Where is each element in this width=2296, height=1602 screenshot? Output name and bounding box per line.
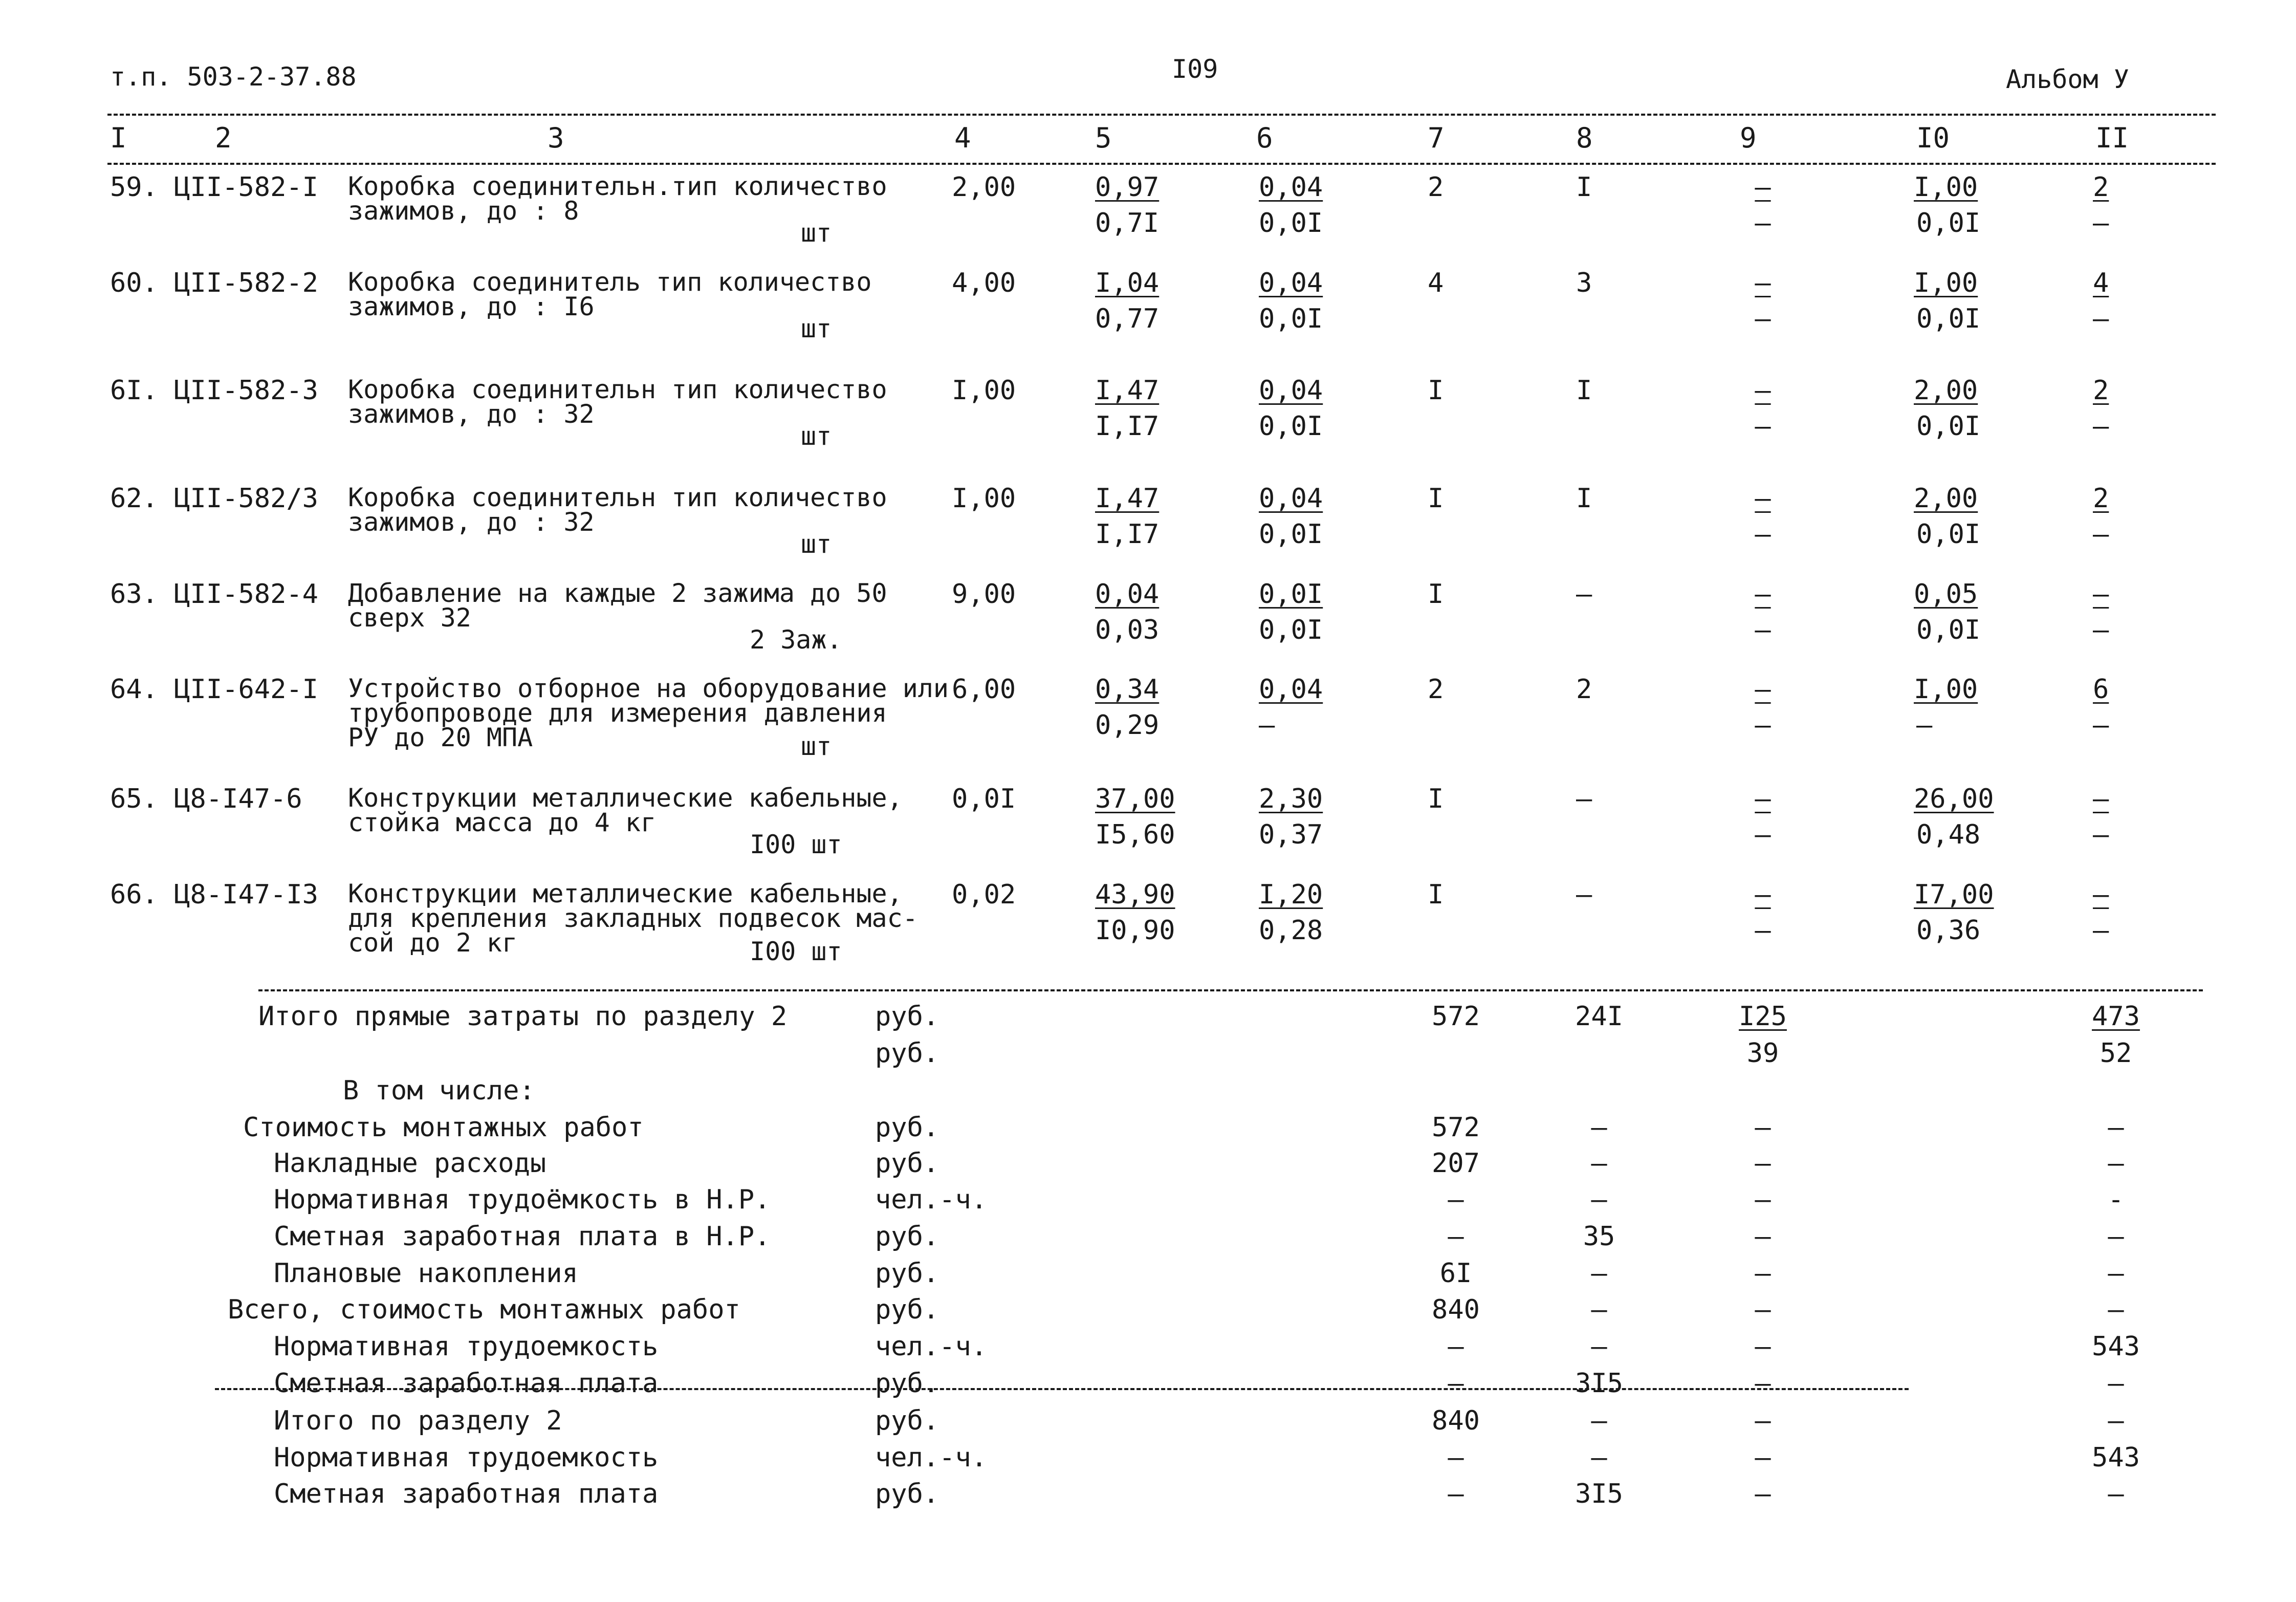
row-col10-wage: 0,36 bbox=[1916, 915, 1981, 946]
row-col9-bottom: – bbox=[1755, 208, 1771, 239]
row-unit: I00 шт bbox=[750, 937, 842, 966]
summary-label: Сметная заработная плата bbox=[274, 1368, 659, 1399]
summary-col8: 3I5 bbox=[1575, 1368, 1623, 1399]
document-code: т.п. 503-2-37.88 bbox=[110, 62, 357, 92]
row-description-line: РУ до 20 МПА bbox=[348, 723, 533, 752]
summary-col9: – bbox=[1755, 1368, 1771, 1399]
summary-label: Нормативная трудоемкость bbox=[274, 1442, 659, 1473]
row-col7-value: 2 bbox=[1428, 674, 1444, 705]
summary-col8: – bbox=[1591, 1294, 1607, 1325]
summary-col7: 840 bbox=[1432, 1294, 1480, 1325]
row-col6-price: 0,04 bbox=[1259, 375, 1323, 406]
row-col11-bottom: – bbox=[2093, 304, 2109, 334]
row-col10-wage: 0,0I bbox=[1916, 615, 1981, 645]
summary-col8: – bbox=[1591, 1112, 1607, 1143]
row-col10-price: I,00 bbox=[1914, 268, 1978, 298]
summary-unit: руб. bbox=[875, 1294, 939, 1325]
summary-unit: чел.-ч. bbox=[875, 1184, 988, 1215]
summary-label: Итого прямые затраты по разделу 2 bbox=[258, 1001, 788, 1032]
row-col9-top: – bbox=[1755, 674, 1771, 705]
summary-label: Нормативная трудоёмкость в Н.Р. bbox=[274, 1184, 771, 1215]
summary-label: Сметная заработная плата bbox=[274, 1479, 659, 1509]
row-description-line: Коробка соединительн тип количество bbox=[348, 375, 887, 404]
row-col5-price: 0,04 bbox=[1095, 579, 1160, 610]
row-description-line: зажимов, до : 32 bbox=[348, 399, 595, 429]
row-col10-price: I,00 bbox=[1914, 674, 1978, 705]
row-col5-price: I,47 bbox=[1095, 483, 1160, 514]
row-col10-wage: 0,0I bbox=[1916, 519, 1981, 550]
summary-col9: – bbox=[1755, 1258, 1771, 1289]
summary-col11: 473 bbox=[2092, 1001, 2140, 1032]
summary-col11: – bbox=[2108, 1258, 2124, 1289]
row-quantity: 4,00 bbox=[952, 268, 1016, 298]
summary-col9: – bbox=[1755, 1405, 1771, 1436]
column-number-7: 7 bbox=[1428, 122, 1445, 154]
header-top-rule bbox=[107, 114, 2216, 116]
summary-col9: – bbox=[1755, 1294, 1771, 1325]
row-unit: I00 шт bbox=[750, 830, 842, 859]
row-description-line: зажимов, до : I6 bbox=[348, 292, 595, 321]
album-label: Альбом У bbox=[2006, 64, 2129, 94]
summary-col8: – bbox=[1591, 1331, 1607, 1362]
summary-label: Стоимость монтажных работ bbox=[243, 1112, 644, 1143]
row-col6-wage: 0,0I bbox=[1259, 411, 1323, 442]
summary-col9: – bbox=[1755, 1479, 1771, 1509]
row-col10-price: 2,00 bbox=[1914, 483, 1978, 514]
row-col5-wage: 0,7I bbox=[1095, 208, 1160, 239]
row-col5-price: I,04 bbox=[1095, 268, 1160, 298]
row-unit: шт bbox=[801, 421, 832, 451]
summary-unit: руб. bbox=[875, 1479, 939, 1509]
row-description-line: стойка масса до 4 кг bbox=[348, 808, 657, 837]
summary-col9: – bbox=[1755, 1331, 1771, 1362]
summary-col11: – bbox=[2108, 1368, 2124, 1399]
row-col5-price: 0,34 bbox=[1095, 674, 1160, 705]
row-col9-bottom: – bbox=[1755, 710, 1771, 741]
summary-unit: руб. bbox=[875, 1221, 939, 1252]
summary-label: Итого по разделу 2 bbox=[274, 1405, 562, 1436]
row-unit: шт bbox=[801, 529, 832, 559]
row-quantity: I,00 bbox=[952, 375, 1016, 406]
row-col7-value: I bbox=[1428, 579, 1444, 610]
row-col8-value: – bbox=[1576, 879, 1592, 910]
row-col6-price: 0,04 bbox=[1259, 483, 1323, 514]
row-col6-price: I,20 bbox=[1259, 879, 1323, 910]
row-col10-price: 0,05 bbox=[1914, 579, 1978, 610]
summary-label: В том числе: bbox=[343, 1075, 535, 1106]
row-col6-wage: 0,0I bbox=[1259, 615, 1323, 645]
row-col8-value: 3 bbox=[1576, 268, 1592, 298]
row-unit: 2 Заж. bbox=[750, 625, 842, 655]
row-col10-wage: – bbox=[1916, 710, 1933, 741]
summary-col8: – bbox=[1591, 1258, 1607, 1289]
summary-col8: – bbox=[1591, 1184, 1607, 1215]
row-col5-price: I,47 bbox=[1095, 375, 1160, 406]
row-col10-price: I,00 bbox=[1914, 172, 1978, 203]
row-col6-wage: 0,28 bbox=[1259, 915, 1323, 946]
row-col10-price: I7,00 bbox=[1914, 879, 1994, 910]
summary-col9: – bbox=[1755, 1112, 1771, 1143]
row-code: 60. ЦII-582-2 bbox=[110, 268, 318, 298]
row-code: 6I. ЦII-582-3 bbox=[110, 375, 318, 406]
summary-col7: 840 bbox=[1432, 1405, 1480, 1436]
summary-label: Нормативная трудоемкость bbox=[274, 1331, 659, 1362]
row-col9-top: – bbox=[1755, 879, 1771, 910]
row-col6-wage: 0,0I bbox=[1259, 519, 1323, 550]
column-number-3: 3 bbox=[548, 122, 564, 154]
summary-col11: 543 bbox=[2092, 1331, 2140, 1362]
summary-col8: 35 bbox=[1583, 1221, 1615, 1252]
row-col8-value: I bbox=[1576, 172, 1592, 203]
summary-col9: I25 bbox=[1739, 1001, 1787, 1032]
row-description-line: Конструкции металлические кабельные, bbox=[348, 879, 903, 908]
row-col8-value: – bbox=[1576, 579, 1592, 610]
column-number-2: 2 bbox=[215, 122, 232, 154]
column-number-11: II bbox=[2095, 122, 2129, 154]
summary-col8: – bbox=[1591, 1148, 1607, 1179]
summary-col8: 24I bbox=[1575, 1001, 1623, 1032]
summary-col7: 572 bbox=[1432, 1001, 1480, 1032]
summary-col11: – bbox=[2108, 1112, 2124, 1143]
row-description-line: трубопроводе для измерения давления bbox=[348, 698, 887, 728]
row-col10-wage: 0,48 bbox=[1916, 819, 1981, 850]
row-col7-value: 4 bbox=[1428, 268, 1444, 298]
summary-col8: 3I5 bbox=[1575, 1479, 1623, 1509]
row-description-line: сой до 2 кг bbox=[348, 928, 518, 958]
row-col9-top: – bbox=[1755, 579, 1771, 610]
summary-col8: – bbox=[1591, 1442, 1607, 1473]
row-col6-wage: 0,0I bbox=[1259, 208, 1323, 239]
row-col5-price: 43,90 bbox=[1095, 879, 1175, 910]
row-col11-bottom: – bbox=[2093, 819, 2109, 850]
summary-unit: чел.-ч. bbox=[875, 1442, 988, 1473]
row-description-line: сверх 32 bbox=[348, 603, 471, 633]
summary-col11: – bbox=[2108, 1294, 2124, 1325]
row-col11-bottom: – bbox=[2093, 519, 2109, 550]
row-quantity: 6,00 bbox=[952, 674, 1016, 705]
summary-col11: – bbox=[2108, 1148, 2124, 1179]
row-col9-top: – bbox=[1755, 268, 1771, 298]
row-code: 66. Ц8-I47-I3 bbox=[110, 879, 318, 910]
summary-col7: 207 bbox=[1432, 1148, 1480, 1179]
row-col11-bottom: – bbox=[2093, 208, 2109, 239]
row-col7-value: I bbox=[1428, 375, 1444, 406]
summary-col7: – bbox=[1448, 1184, 1464, 1215]
row-code: 59. ЦII-582-I bbox=[110, 172, 318, 203]
row-col7-value: 2 bbox=[1428, 172, 1444, 203]
row-col5-price: 37,00 bbox=[1095, 784, 1175, 814]
row-col11-top: 2 bbox=[2093, 172, 2109, 203]
row-description-line: зажимов, до : 8 bbox=[348, 196, 579, 226]
row-col5-wage: 0,29 bbox=[1095, 710, 1160, 741]
row-col9-top: – bbox=[1755, 172, 1771, 203]
summary-col11: – bbox=[2108, 1479, 2124, 1509]
row-description-line: для крепления закладных подвесок мас- bbox=[348, 903, 918, 933]
row-col9-top: – bbox=[1755, 375, 1771, 406]
summary-label: Всего, стоимость монтажных работ bbox=[228, 1294, 740, 1325]
row-col6-wage: 0,0I bbox=[1259, 304, 1323, 334]
summary-col11: – bbox=[2108, 1221, 2124, 1252]
row-description-line: зажимов, до : 32 bbox=[348, 507, 595, 537]
summary-unit: руб. bbox=[875, 1038, 939, 1069]
row-col11-top: 4 bbox=[2093, 268, 2109, 298]
row-col9-bottom: – bbox=[1755, 819, 1771, 850]
row-code: 64. ЦII-642-I bbox=[110, 674, 318, 705]
row-col10-wage: 0,0I bbox=[1916, 411, 1981, 442]
row-col11-bottom: – bbox=[2093, 710, 2109, 741]
row-code: 63. ЦII-582-4 bbox=[110, 579, 318, 610]
row-col11-bottom: – bbox=[2093, 915, 2109, 946]
header-bottom-rule bbox=[107, 163, 2216, 165]
summary-col9: – bbox=[1755, 1221, 1771, 1252]
row-col7-value: I bbox=[1428, 784, 1444, 814]
row-col5-wage: I,I7 bbox=[1095, 519, 1160, 550]
row-col7-value: I bbox=[1428, 879, 1444, 910]
summary-col9: 39 bbox=[1746, 1038, 1779, 1069]
summary-unit: руб. bbox=[875, 1368, 939, 1399]
summary-col9: – bbox=[1755, 1184, 1771, 1215]
row-code: 65. Ц8-I47-6 bbox=[110, 784, 302, 814]
summary-col7: – bbox=[1448, 1442, 1464, 1473]
row-description-line: Устройство отборное на оборудование или bbox=[348, 674, 949, 703]
summary-label: Накладные расходы bbox=[274, 1148, 546, 1179]
row-unit: шт bbox=[801, 314, 832, 343]
summary-unit: руб. bbox=[875, 1112, 939, 1143]
row-col5-wage: I,I7 bbox=[1095, 411, 1160, 442]
row-col5-wage: I5,60 bbox=[1095, 819, 1175, 850]
row-col6-price: 0,0I bbox=[1259, 579, 1323, 610]
column-number-6: 6 bbox=[1256, 122, 1273, 154]
row-col5-wage: 0,03 bbox=[1095, 615, 1160, 645]
row-description-line: Конструкции металлические кабельные, bbox=[348, 783, 903, 813]
row-quantity: 0,02 bbox=[952, 879, 1016, 910]
column-number-1: I bbox=[110, 122, 127, 154]
summary-col9: – bbox=[1755, 1442, 1771, 1473]
row-description-line: Коробка соединительн.тип количество bbox=[348, 171, 887, 201]
row-description-line: Коробка соединитель тип количество bbox=[348, 267, 872, 297]
row-col9-bottom: – bbox=[1755, 411, 1771, 442]
row-col6-price: 0,04 bbox=[1259, 172, 1323, 203]
row-col9-top: – bbox=[1755, 784, 1771, 814]
row-col11-top: 6 bbox=[2093, 674, 2109, 705]
row-col11-top: – bbox=[2093, 879, 2109, 910]
summary-col7: 6I bbox=[1439, 1258, 1472, 1289]
column-number-4: 4 bbox=[954, 122, 971, 154]
summary-col11: – bbox=[2108, 1405, 2124, 1436]
row-col10-price: 2,00 bbox=[1914, 375, 1978, 406]
row-col5-wage: I0,90 bbox=[1095, 915, 1175, 946]
row-col9-bottom: – bbox=[1755, 519, 1771, 550]
row-col8-value: – bbox=[1576, 784, 1592, 814]
summary-unit: руб. bbox=[875, 1258, 939, 1289]
summary-unit: руб. bbox=[875, 1001, 939, 1032]
row-col10-wage: 0,0I bbox=[1916, 208, 1981, 239]
summary-unit: чел.-ч. bbox=[875, 1331, 988, 1362]
column-number-9: 9 bbox=[1740, 122, 1757, 154]
summary-dashed-rule bbox=[215, 1388, 1909, 1390]
row-col8-value: 2 bbox=[1576, 674, 1592, 705]
summary-col7: 572 bbox=[1432, 1112, 1480, 1143]
summary-col11: - bbox=[2108, 1184, 2124, 1215]
row-col11-bottom: – bbox=[2093, 411, 2109, 442]
table-end-rule bbox=[258, 989, 2203, 991]
column-number-10: I0 bbox=[1916, 122, 1950, 154]
row-col11-top: 2 bbox=[2093, 375, 2109, 406]
row-col6-price: 0,04 bbox=[1259, 674, 1323, 705]
summary-unit: руб. bbox=[875, 1405, 939, 1436]
row-col5-price: 0,97 bbox=[1095, 172, 1160, 203]
row-col11-top: 2 bbox=[2093, 483, 2109, 514]
page-number: I09 bbox=[1172, 54, 1218, 84]
row-code: 62. ЦII-582/3 bbox=[110, 483, 318, 514]
row-col5-wage: 0,77 bbox=[1095, 304, 1160, 334]
summary-col7: – bbox=[1448, 1221, 1464, 1252]
summary-col7: – bbox=[1448, 1331, 1464, 1362]
row-col11-bottom: – bbox=[2093, 615, 2109, 645]
row-col10-wage: 0,0I bbox=[1916, 304, 1981, 334]
row-col7-value: I bbox=[1428, 483, 1444, 514]
summary-label: Плановые накопления bbox=[274, 1258, 578, 1289]
row-col6-wage: 0,37 bbox=[1259, 819, 1323, 850]
column-number-5: 5 bbox=[1095, 122, 1112, 154]
summary-label: Сметная заработная плата в Н.Р. bbox=[274, 1221, 771, 1252]
row-quantity: I,00 bbox=[952, 483, 1016, 514]
column-number-8: 8 bbox=[1576, 122, 1593, 154]
row-quantity: 2,00 bbox=[952, 172, 1016, 203]
summary-col9: – bbox=[1755, 1148, 1771, 1179]
row-col11-top: – bbox=[2093, 579, 2109, 610]
row-quantity: 9,00 bbox=[952, 579, 1016, 610]
summary-col11: 543 bbox=[2092, 1442, 2140, 1473]
row-unit: шт bbox=[801, 731, 832, 761]
row-col9-bottom: – bbox=[1755, 615, 1771, 645]
summary-unit: руб. bbox=[875, 1148, 939, 1179]
summary-col7: – bbox=[1448, 1479, 1464, 1509]
row-description-line: Добавление на каждые 2 зажима до 50 bbox=[348, 578, 887, 608]
summary-col8: – bbox=[1591, 1405, 1607, 1436]
row-col8-value: I bbox=[1576, 375, 1592, 406]
row-col8-value: I bbox=[1576, 483, 1592, 514]
summary-col7: – bbox=[1448, 1368, 1464, 1399]
row-col6-wage: – bbox=[1259, 710, 1275, 741]
row-col6-price: 2,30 bbox=[1259, 784, 1323, 814]
row-description-line: Коробка соединительн тип количество bbox=[348, 483, 887, 512]
summary-col11: 52 bbox=[2100, 1038, 2132, 1069]
row-col9-top: – bbox=[1755, 483, 1771, 514]
row-quantity: 0,0I bbox=[952, 784, 1016, 814]
row-col11-top: – bbox=[2093, 784, 2109, 814]
row-col6-price: 0,04 bbox=[1259, 268, 1323, 298]
row-col9-bottom: – bbox=[1755, 915, 1771, 946]
row-unit: шт bbox=[801, 218, 832, 248]
row-col10-price: 26,00 bbox=[1914, 784, 1994, 814]
row-col9-bottom: – bbox=[1755, 304, 1771, 334]
